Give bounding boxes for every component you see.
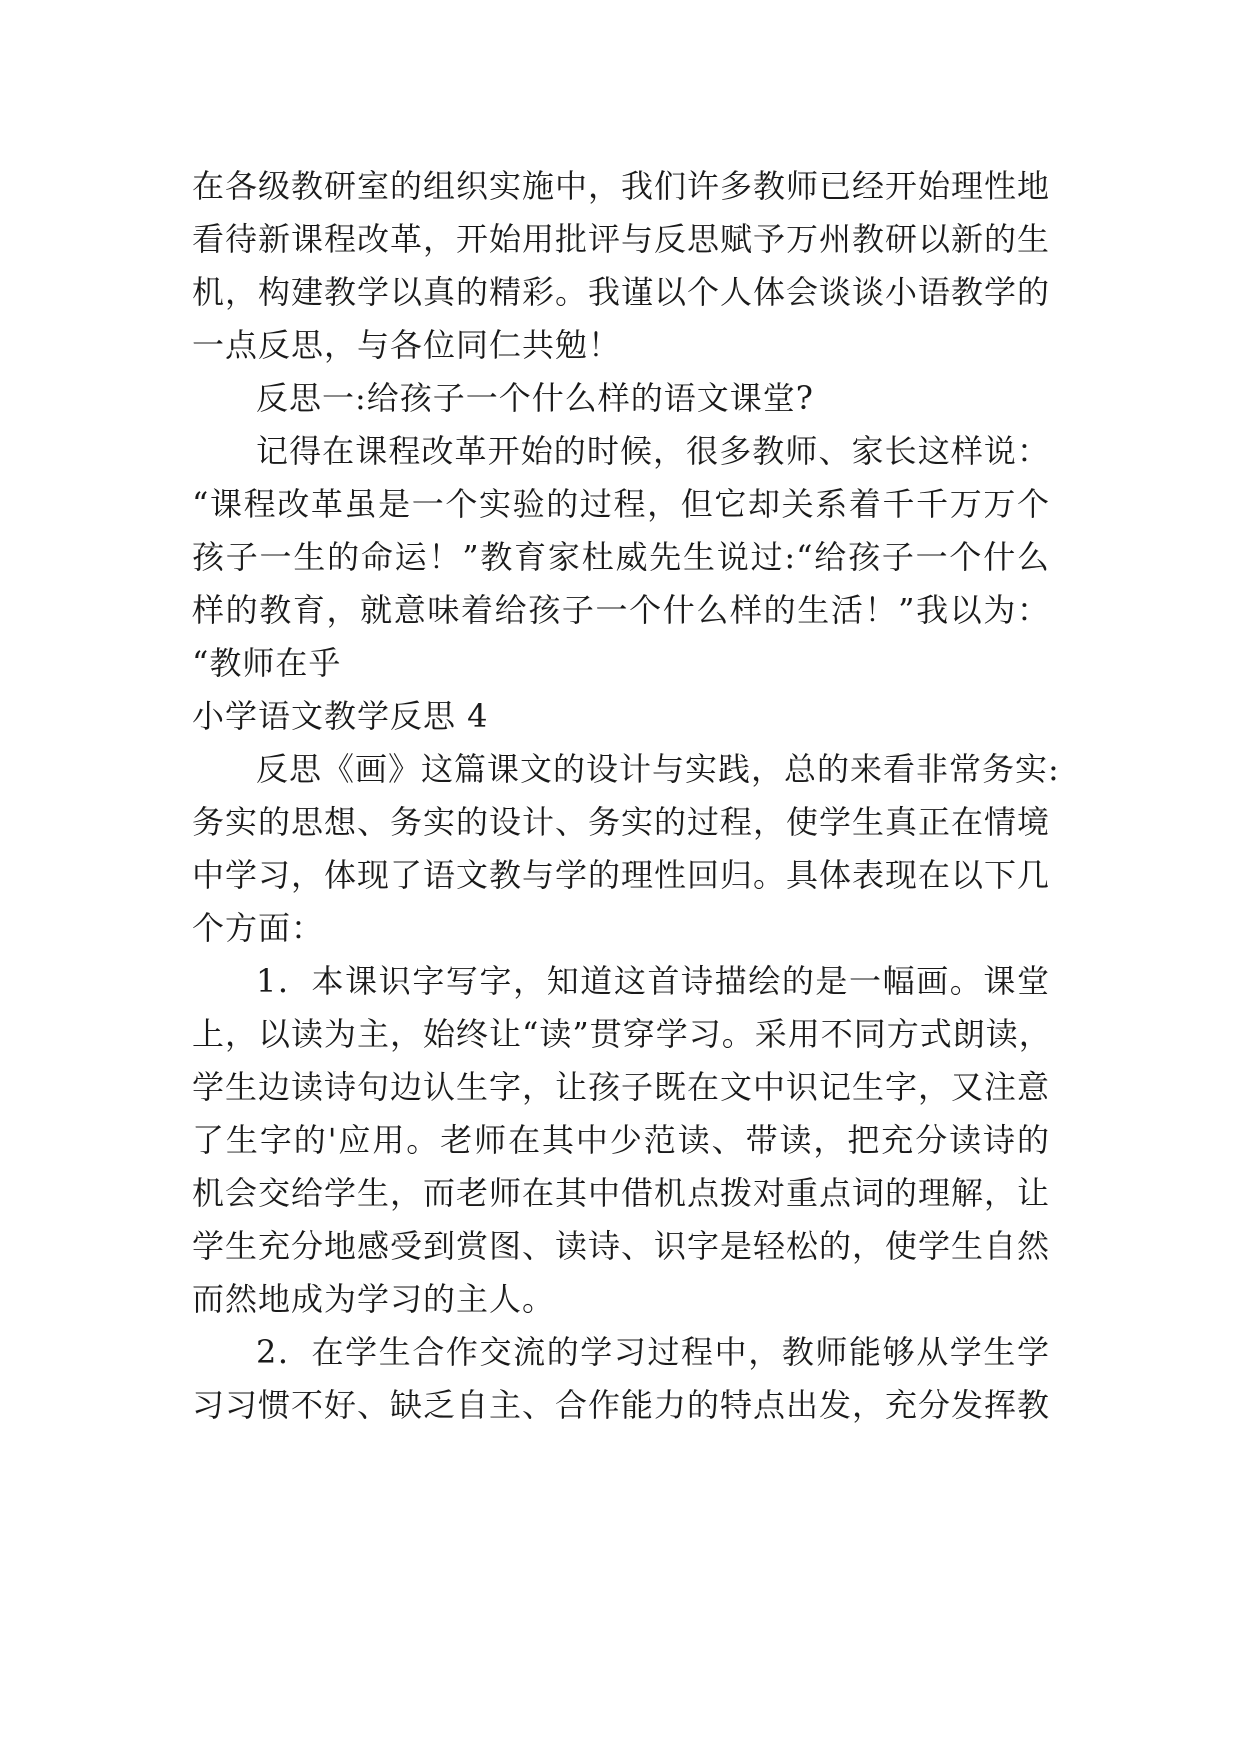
text-line: “课程改革虽是一个实验的过程，但它却关系着千千万万个 — [192, 485, 1050, 523]
text-line: 看待新课程改革，开始用批评与反思赋予万州教研以新的生 — [192, 220, 1051, 258]
text-line: 记得在课程改革开始的时候，很多教师、家长这样说： — [256, 432, 1050, 470]
document-body — [192, 160, 1060, 1432]
document-title: 小学语文教学反思 4 — [192, 697, 489, 735]
text-line: 1．本课识字写字，知道这首诗描绘的是一幅画。课堂 — [256, 962, 1050, 1000]
text-line: 在各级教研室的组织实施中，我们许多教师已经开始理性地 — [192, 167, 1051, 205]
text-line: 机会交给学生，而老师在其中借机点拨对重点词的理解，让 — [192, 1174, 1051, 1212]
text-line: 学生充分地感受到赏图、读诗、识字是轻松的，使学生自然 — [192, 1227, 1051, 1265]
text-line: 孩子一生的命运！”教育家杜威先生说过:“给孩子一个什么 — [192, 538, 1050, 576]
text-line: 反思《画》这篇课文的设计与实践，总的来看非常务实: — [256, 750, 1060, 788]
section-heading: 反思一:给孩子一个什么样的语文课堂? — [256, 379, 814, 417]
text-line: 个方面： — [192, 909, 325, 947]
text-line: 2．在学生合作交流的学习过程中，教师能够从学生学 — [256, 1333, 1050, 1371]
text-line: 一点反思，与各位同仁共勉！ — [192, 326, 622, 364]
text-line: 而然地成为学习的主人。 — [192, 1280, 556, 1318]
text-line: 务实的思想、务实的设计、务实的过程，使学生真正在情境 — [192, 803, 1051, 841]
text-line: 上，以读为主，始终让“读”贯穿学习。采用不同方式朗读， — [192, 1015, 1052, 1053]
text-line: 习习惯不好、缺乏自主、合作能力的特点出发，充分发挥教 — [192, 1386, 1051, 1424]
text-line: 了生字的'应用。老师在其中少范读、带读，把充分读诗的 — [192, 1121, 1050, 1159]
text-line: 学生边读诗句边认生字，让孩子既在文中识记生字，又注意 — [192, 1068, 1051, 1106]
text-line: 中学习，体现了语文教与学的理性回归。具体表现在以下几 — [192, 856, 1051, 894]
text-line: 样的教育，就意味着给孩子一个什么样的生活！”我以为： — [192, 591, 1050, 629]
text-line: “教师在乎 — [192, 644, 342, 682]
text-line: 机，构建教学以真的精彩。我谨以个人体会谈谈小语教学的 — [192, 273, 1051, 311]
